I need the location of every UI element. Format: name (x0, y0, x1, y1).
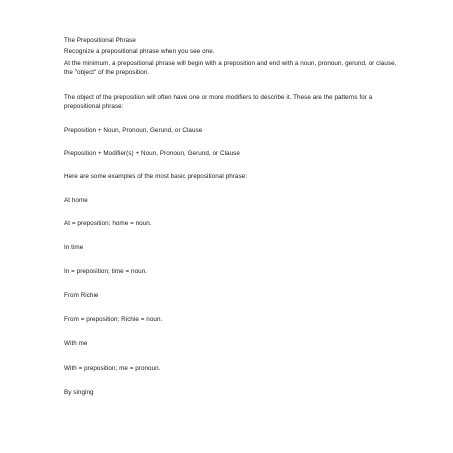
paragraph: At the minimum, a prepositional phrase will begin with a preposition and end with a noun, pronoun, gerund, or clause, the "object" of the preposition. (64, 60, 397, 76)
example-explanation: From = preposition; Richie = noun. (64, 316, 163, 323)
pattern-line: Preposition + Modifier(s) + Noun, Pronoun, Gerund, or Clause (64, 150, 240, 157)
paragraph: The object of the preposition will often have one or more modifiers to describe it. These are the patterns for a prepositional phrase: (64, 94, 373, 110)
example-phrase: In time (64, 244, 84, 251)
example-phrase: At home (64, 197, 88, 204)
example-phrase: With me (64, 340, 88, 347)
example-explanation: In = preposition; time = noun. (64, 268, 148, 275)
document-title: The Prepositional Phrase (64, 37, 136, 44)
example-phrase: From Richie (64, 292, 99, 299)
example-explanation: At = preposition; home = noun. (64, 220, 152, 227)
example-phrase: By singing (64, 389, 94, 396)
example-explanation: With = preposition; me = pronoun. (64, 365, 161, 372)
paragraph: Recognize a prepositional phrase when you see one. (64, 48, 215, 55)
paragraph: Here are some examples of the most basic prepositional phrase: (64, 173, 248, 180)
pattern-line: Preposition + Noun, Pronoun, Gerund, or Clause (64, 127, 203, 134)
